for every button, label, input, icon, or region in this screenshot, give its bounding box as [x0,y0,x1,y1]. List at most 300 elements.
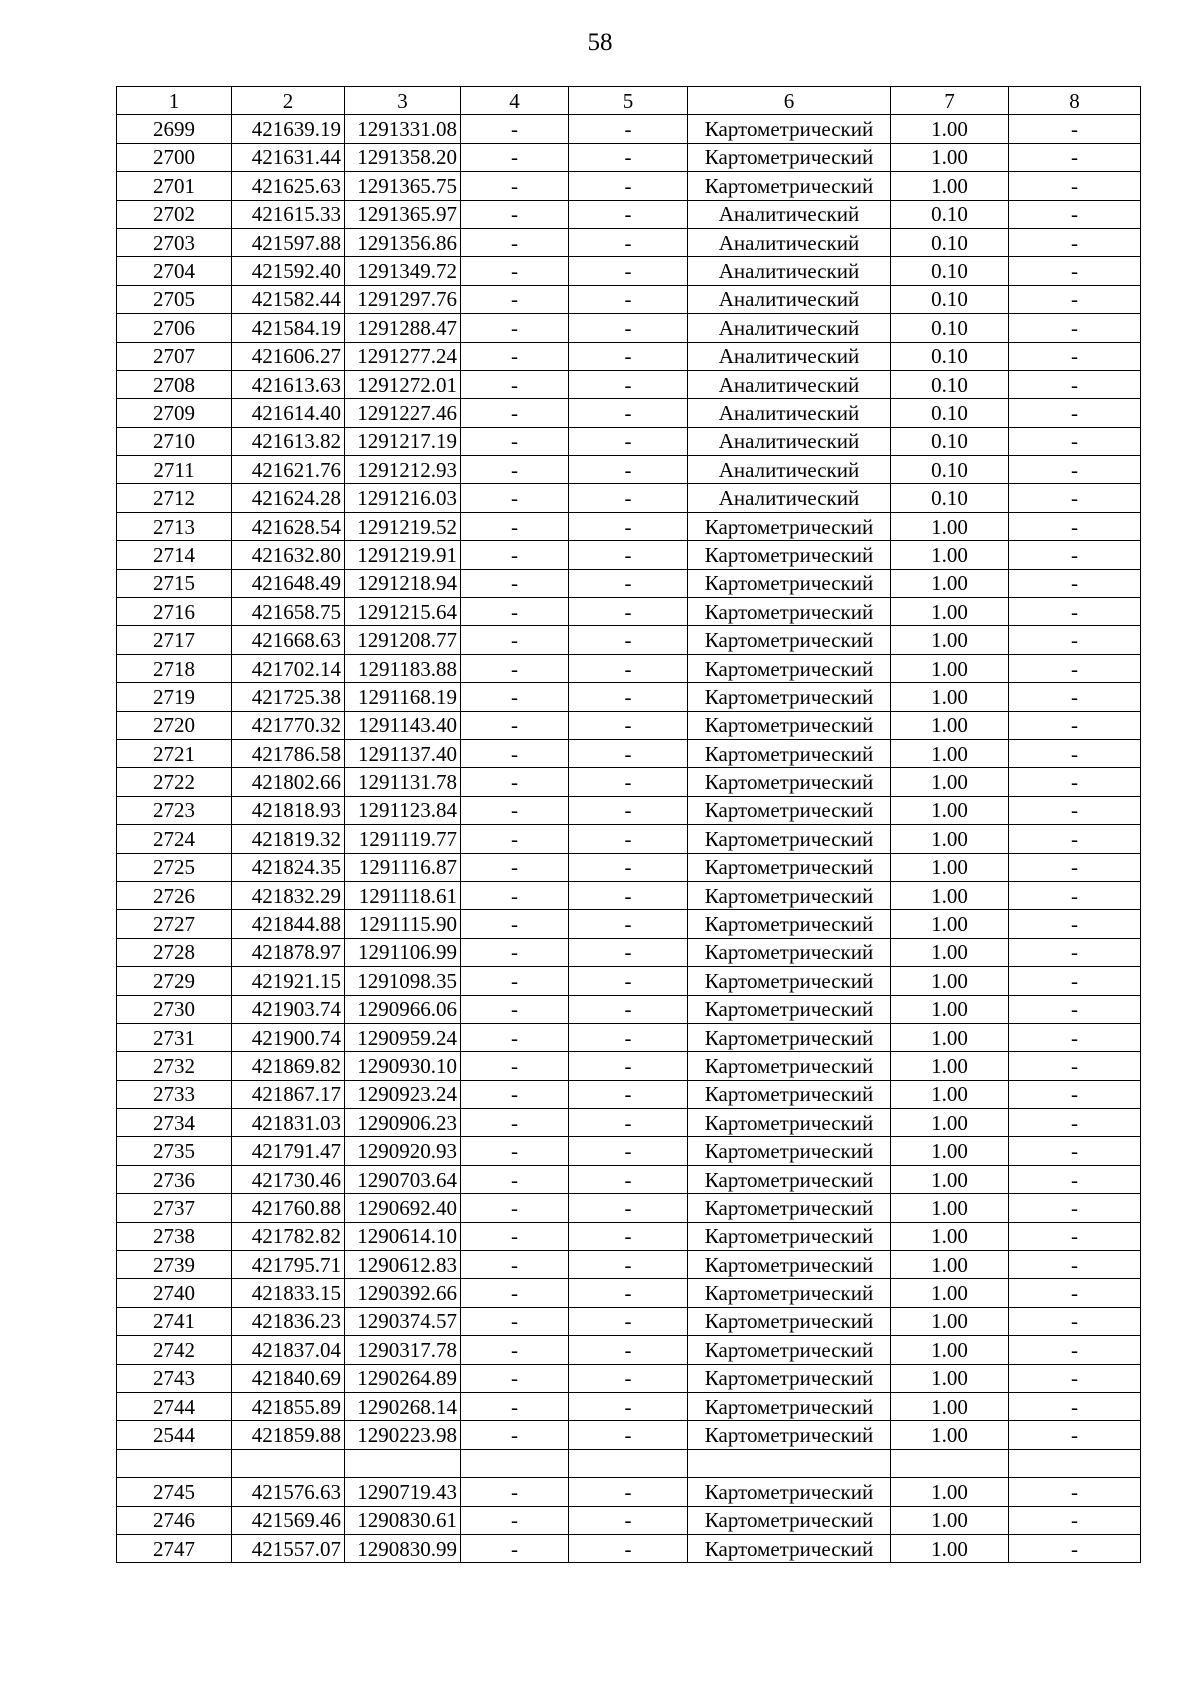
cell-method: Картометрический [688,1137,891,1165]
cell-coord-x: 421582.44 [232,285,345,313]
cell-col-4: - [461,342,569,370]
cell-col-5: - [569,995,688,1023]
cell-col-4: - [461,569,569,597]
cell-col-5: - [569,399,688,427]
cell-coord-y: 1291183.88 [345,654,461,682]
cell-accuracy: 1.00 [891,853,1009,881]
cell-coord-x: 421844.88 [232,910,345,938]
cell-coord-x: 421795.71 [232,1251,345,1279]
cell-method: Картометрический [688,1421,891,1449]
cell-col-8: - [1009,541,1141,569]
cell-col-8: - [1009,512,1141,540]
table-row [117,938,1141,966]
cell-col-4: - [461,825,569,853]
cell-accuracy: 0.10 [891,228,1009,256]
cell-accuracy: 1.00 [891,1364,1009,1392]
cell-accuracy: 0.10 [891,285,1009,313]
cell-coord-y: 1291331.08 [345,115,461,143]
cell-coord-y: 1291137.40 [345,739,461,767]
cell-col-4: - [461,399,569,427]
cell-col-4: - [461,1109,569,1137]
cell-col-4: - [461,683,569,711]
cell-point-number: 2701 [117,172,232,200]
cell-coord-x: 421791.47 [232,1137,345,1165]
cell-accuracy: 1.00 [891,967,1009,995]
cell-col-4: - [461,654,569,682]
cell-coord-x: 421782.82 [232,1222,345,1250]
cell-col-5: - [569,1421,688,1449]
cell-col-8: - [1009,1194,1141,1222]
table-row [117,853,1141,881]
table-row [117,1165,1141,1193]
cell-accuracy: 1.00 [891,569,1009,597]
cell-coord-y: 1290830.99 [345,1534,461,1562]
cell-coord-y: 1290264.89 [345,1364,461,1392]
cell-accuracy: 1.00 [891,1052,1009,1080]
cell-col-4: - [461,1080,569,1108]
cell-method: Аналитический [688,427,891,455]
cell-accuracy: 1.00 [891,512,1009,540]
cell-col-8: - [1009,654,1141,682]
cell-accuracy: 1.00 [891,1534,1009,1562]
cell-method: Картометрический [688,598,891,626]
cell-coord-x [232,1449,345,1477]
cell-accuracy: 0.10 [891,257,1009,285]
cell-point-number: 2724 [117,825,232,853]
cell-point-number: 2730 [117,995,232,1023]
cell-coord-x: 421592.40 [232,257,345,285]
cell-col-4: - [461,484,569,512]
cell-coord-x: 421818.93 [232,796,345,824]
cell-accuracy: 1.00 [891,654,1009,682]
cell-point-number: 2733 [117,1080,232,1108]
cell-method: Картометрический [688,938,891,966]
cell-col-5: - [569,654,688,682]
header-row [117,87,1141,115]
cell-coord-y: 1291288.47 [345,314,461,342]
cell-coord-y: 1291123.84 [345,796,461,824]
table-row [117,285,1141,313]
cell-accuracy: 0.10 [891,399,1009,427]
cell-point-number: 2708 [117,370,232,398]
cell-point-number: 2710 [117,427,232,455]
cell-col-5: - [569,1392,688,1420]
cell-coord-y: 1290830.61 [345,1506,461,1534]
cell-col-4: - [461,768,569,796]
table-row [117,569,1141,597]
cell-col-5: - [569,569,688,597]
cell-accuracy: 1.00 [891,1080,1009,1108]
cell-coord-x: 421628.54 [232,512,345,540]
header-cell: 3 [345,87,461,115]
cell-coord-y: 1291212.93 [345,456,461,484]
table-row [117,910,1141,938]
table-row [117,1222,1141,1250]
cell-point-number [117,1449,232,1477]
cell-accuracy: 1.00 [891,683,1009,711]
cell-col-5: - [569,143,688,171]
cell-col-4: - [461,172,569,200]
cell-accuracy: 1.00 [891,881,1009,909]
cell-col-8: - [1009,1023,1141,1051]
cell-col-5: - [569,228,688,256]
table-row [117,881,1141,909]
cell-col-8: - [1009,967,1141,995]
cell-coord-y: 1291131.78 [345,768,461,796]
cell-accuracy: 1.00 [891,143,1009,171]
cell-col-5: - [569,967,688,995]
cell-coord-y: 1291143.40 [345,711,461,739]
cell-col-4: - [461,115,569,143]
cell-col-5: - [569,938,688,966]
table-row [117,1023,1141,1051]
table-row [117,1279,1141,1307]
table-row [117,598,1141,626]
cell-method: Картометрический [688,1052,891,1080]
cell-point-number: 2721 [117,739,232,767]
table-row [117,1194,1141,1222]
cell-accuracy: 0.10 [891,484,1009,512]
cell-coord-x: 421668.63 [232,626,345,654]
cell-point-number: 2702 [117,200,232,228]
cell-method: Картометрический [688,569,891,597]
cell-col-4: - [461,626,569,654]
cell-col-5: - [569,427,688,455]
table-header [117,87,1141,115]
cell-col-4: - [461,456,569,484]
cell-method: Картометрический [688,143,891,171]
cell-method: Картометрический [688,1279,891,1307]
cell-col-5: - [569,115,688,143]
cell-coord-x: 421840.69 [232,1364,345,1392]
cell-col-4: - [461,1364,569,1392]
cell-col-8: - [1009,456,1141,484]
table-row [117,739,1141,767]
cell-col-5: - [569,370,688,398]
cell-col-4: - [461,314,569,342]
header-cell: 6 [688,87,891,115]
cell-accuracy: 1.00 [891,1478,1009,1506]
cell-coord-x: 421613.82 [232,427,345,455]
cell-method: Картометрический [688,683,891,711]
cell-coord-x: 421903.74 [232,995,345,1023]
cell-point-number: 2737 [117,1194,232,1222]
cell-col-8: - [1009,910,1141,938]
cell-point-number: 2744 [117,1392,232,1420]
cell-point-number: 2728 [117,938,232,966]
cell-coord-x: 421621.76 [232,456,345,484]
cell-col-8: - [1009,938,1141,966]
table-row [117,484,1141,512]
cell-col-4: - [461,143,569,171]
cell-col-8: - [1009,1279,1141,1307]
cell-col-5: - [569,626,688,654]
cell-coord-y: 1290906.23 [345,1109,461,1137]
cell-method: Картометрический [688,853,891,881]
table-row [117,1506,1141,1534]
cell-col-4: - [461,1307,569,1335]
table-row [117,143,1141,171]
cell-point-number: 2717 [117,626,232,654]
cell-col-8: - [1009,995,1141,1023]
cell-col-4: - [461,938,569,966]
cell-coord-y: 1291215.64 [345,598,461,626]
table-row [117,257,1141,285]
cell-coord-y: 1290614.10 [345,1222,461,1250]
cell-accuracy: 1.00 [891,1506,1009,1534]
cell-accuracy [891,1449,1009,1477]
cell-coord-x: 421658.75 [232,598,345,626]
cell-method: Картометрический [688,1336,891,1364]
cell-col-4: - [461,1251,569,1279]
table-row [117,1307,1141,1335]
table-row [117,626,1141,654]
table-row [117,427,1141,455]
cell-point-number: 2731 [117,1023,232,1051]
cell-point-number: 2739 [117,1251,232,1279]
header-cell: 4 [461,87,569,115]
cell-coord-x: 421730.46 [232,1165,345,1193]
cell-accuracy: 0.10 [891,456,1009,484]
cell-col-5: - [569,257,688,285]
cell-col-5: - [569,456,688,484]
cell-coord-x: 421836.23 [232,1307,345,1335]
cell-point-number: 2746 [117,1506,232,1534]
cell-col-5: - [569,910,688,938]
cell-col-5: - [569,796,688,824]
cell-col-5: - [569,1364,688,1392]
cell-col-4: - [461,257,569,285]
cell-method: Картометрический [688,1109,891,1137]
cell-col-8: - [1009,257,1141,285]
cell-method: Картометрический [688,1392,891,1420]
cell-col-5: - [569,1307,688,1335]
cell-point-number: 2705 [117,285,232,313]
cell-col-8: - [1009,1251,1141,1279]
cell-method: Картометрический [688,654,891,682]
cell-col-4: - [461,1222,569,1250]
cell-accuracy: 1.00 [891,1279,1009,1307]
cell-col-8: - [1009,200,1141,228]
cell-coord-y: 1290374.57 [345,1307,461,1335]
cell-point-number: 2747 [117,1534,232,1562]
cell-coord-y: 1291365.97 [345,200,461,228]
cell-col-8: - [1009,881,1141,909]
cell-col-8: - [1009,1364,1141,1392]
cell-col-5: - [569,541,688,569]
cell-coord-x: 421625.63 [232,172,345,200]
cell-col-8: - [1009,796,1141,824]
cell-col-8: - [1009,1336,1141,1364]
table-row [117,1392,1141,1420]
cell-coord-y: 1291119.77 [345,825,461,853]
cell-point-number: 2722 [117,768,232,796]
cell-col-4: - [461,1336,569,1364]
cell-method: Картометрический [688,739,891,767]
cell-col-5: - [569,200,688,228]
cell-col-8: - [1009,626,1141,654]
cell-col-4: - [461,1392,569,1420]
cell-point-number: 2707 [117,342,232,370]
cell-accuracy: 0.10 [891,370,1009,398]
cell-coord-x: 421831.03 [232,1109,345,1137]
cell-col-8: - [1009,314,1141,342]
cell-coord-x: 421824.35 [232,853,345,881]
header-cell: 7 [891,87,1009,115]
cell-accuracy: 1.00 [891,626,1009,654]
cell-point-number: 2704 [117,257,232,285]
table-row [117,1336,1141,1364]
cell-method: Картометрический [688,1222,891,1250]
cell-col-8: - [1009,1534,1141,1562]
table-row [117,768,1141,796]
cell-coord-x: 421615.33 [232,200,345,228]
cell-method: Картометрический [688,967,891,995]
cell-col-4: - [461,711,569,739]
cell-col-5: - [569,1137,688,1165]
cell-col-8: - [1009,1421,1141,1449]
cell-col-8: - [1009,285,1141,313]
cell-coord-y: 1290920.93 [345,1137,461,1165]
cell-coord-y: 1290268.14 [345,1392,461,1420]
cell-coord-y: 1290223.98 [345,1421,461,1449]
cell-coord-y: 1290317.78 [345,1336,461,1364]
cell-coord-y: 1291208.77 [345,626,461,654]
cell-coord-y: 1291365.75 [345,172,461,200]
table-body [117,115,1141,1563]
cell-col-5: - [569,484,688,512]
cell-col-4: - [461,796,569,824]
cell-col-5: - [569,1534,688,1562]
table-row [117,995,1141,1023]
cell-col-5: - [569,512,688,540]
cell-col-4: - [461,512,569,540]
header-cell: 2 [232,87,345,115]
cell-point-number: 2743 [117,1364,232,1392]
cell-method: Аналитический [688,314,891,342]
cell-col-5: - [569,1023,688,1051]
cell-col-5: - [569,598,688,626]
table-row [117,1052,1141,1080]
cell-col-4: - [461,427,569,455]
cell-accuracy: 0.10 [891,200,1009,228]
cell-method: Картометрический [688,541,891,569]
cell-col-4: - [461,370,569,398]
table-row [117,342,1141,370]
cell-col-8: - [1009,569,1141,597]
cell-col-8: - [1009,172,1141,200]
cell-method: Картометрический [688,910,891,938]
cell-col-8: - [1009,825,1141,853]
cell-col-4: - [461,1165,569,1193]
cell-coord-x: 421867.17 [232,1080,345,1108]
cell-coord-y: 1291219.91 [345,541,461,569]
cell-coord-y: 1291219.52 [345,512,461,540]
cell-coord-x: 421614.40 [232,399,345,427]
cell-col-5: - [569,285,688,313]
cell-method: Аналитический [688,399,891,427]
cell-col-4: - [461,1506,569,1534]
cell-method: Картометрический [688,1165,891,1193]
cell-col-4: - [461,967,569,995]
cell-col-8: - [1009,1165,1141,1193]
cell-accuracy: 1.00 [891,796,1009,824]
table-row [117,541,1141,569]
cell-method: Картометрический [688,1023,891,1051]
page-number: 58 [587,29,613,56]
table-row [117,200,1141,228]
cell-col-5: - [569,1279,688,1307]
cell-col-5: - [569,1336,688,1364]
cell-accuracy: 1.00 [891,711,1009,739]
cell-col-4: - [461,910,569,938]
table-row [117,370,1141,398]
cell-accuracy: 1.00 [891,1165,1009,1193]
cell-col-4: - [461,285,569,313]
cell-coord-y: 1290612.83 [345,1251,461,1279]
cell-point-number: 2725 [117,853,232,881]
cell-coord-y: 1290692.40 [345,1194,461,1222]
coordinates-table [116,86,1141,1563]
cell-point-number: 2742 [117,1336,232,1364]
cell-coord-x: 421584.19 [232,314,345,342]
cell-coord-x: 421833.15 [232,1279,345,1307]
cell-point-number: 2719 [117,683,232,711]
table-row [117,172,1141,200]
cell-col-5: - [569,1478,688,1506]
cell-col-5: - [569,683,688,711]
cell-col-8: - [1009,370,1141,398]
cell-coord-x: 421632.80 [232,541,345,569]
cell-col-4: - [461,1478,569,1506]
cell-col-8: - [1009,1137,1141,1165]
cell-method: Картометрический [688,825,891,853]
cell-coord-x: 421597.88 [232,228,345,256]
cell-col-8: - [1009,1307,1141,1335]
cell-col-5: - [569,1194,688,1222]
cell-col-4: - [461,541,569,569]
cell-coord-x: 421859.88 [232,1421,345,1449]
table-row [117,115,1141,143]
cell-col-8: - [1009,342,1141,370]
cell-method: Картометрический [688,711,891,739]
cell-accuracy: 1.00 [891,598,1009,626]
cell-coord-y: 1290930.10 [345,1052,461,1080]
cell-col-4: - [461,853,569,881]
cell-accuracy: 1.00 [891,739,1009,767]
cell-point-number: 2738 [117,1222,232,1250]
cell-coord-x: 421855.89 [232,1392,345,1420]
header-cell: 5 [569,87,688,115]
cell-accuracy: 1.00 [891,1251,1009,1279]
table-row [117,1449,1141,1477]
cell-accuracy: 1.00 [891,172,1009,200]
cell-accuracy: 1.00 [891,115,1009,143]
cell-col-8: - [1009,143,1141,171]
header-cell: 8 [1009,87,1141,115]
cell-col-5: - [569,172,688,200]
cell-coord-x: 421639.19 [232,115,345,143]
cell-col-5: - [569,1222,688,1250]
cell-col-4 [461,1449,569,1477]
cell-col-8: - [1009,399,1141,427]
cell-coord-x: 421631.44 [232,143,345,171]
cell-col-4: - [461,598,569,626]
table-row [117,1137,1141,1165]
cell-coord-y: 1291227.46 [345,399,461,427]
cell-accuracy: 1.00 [891,1023,1009,1051]
cell-coord-x: 421606.27 [232,342,345,370]
